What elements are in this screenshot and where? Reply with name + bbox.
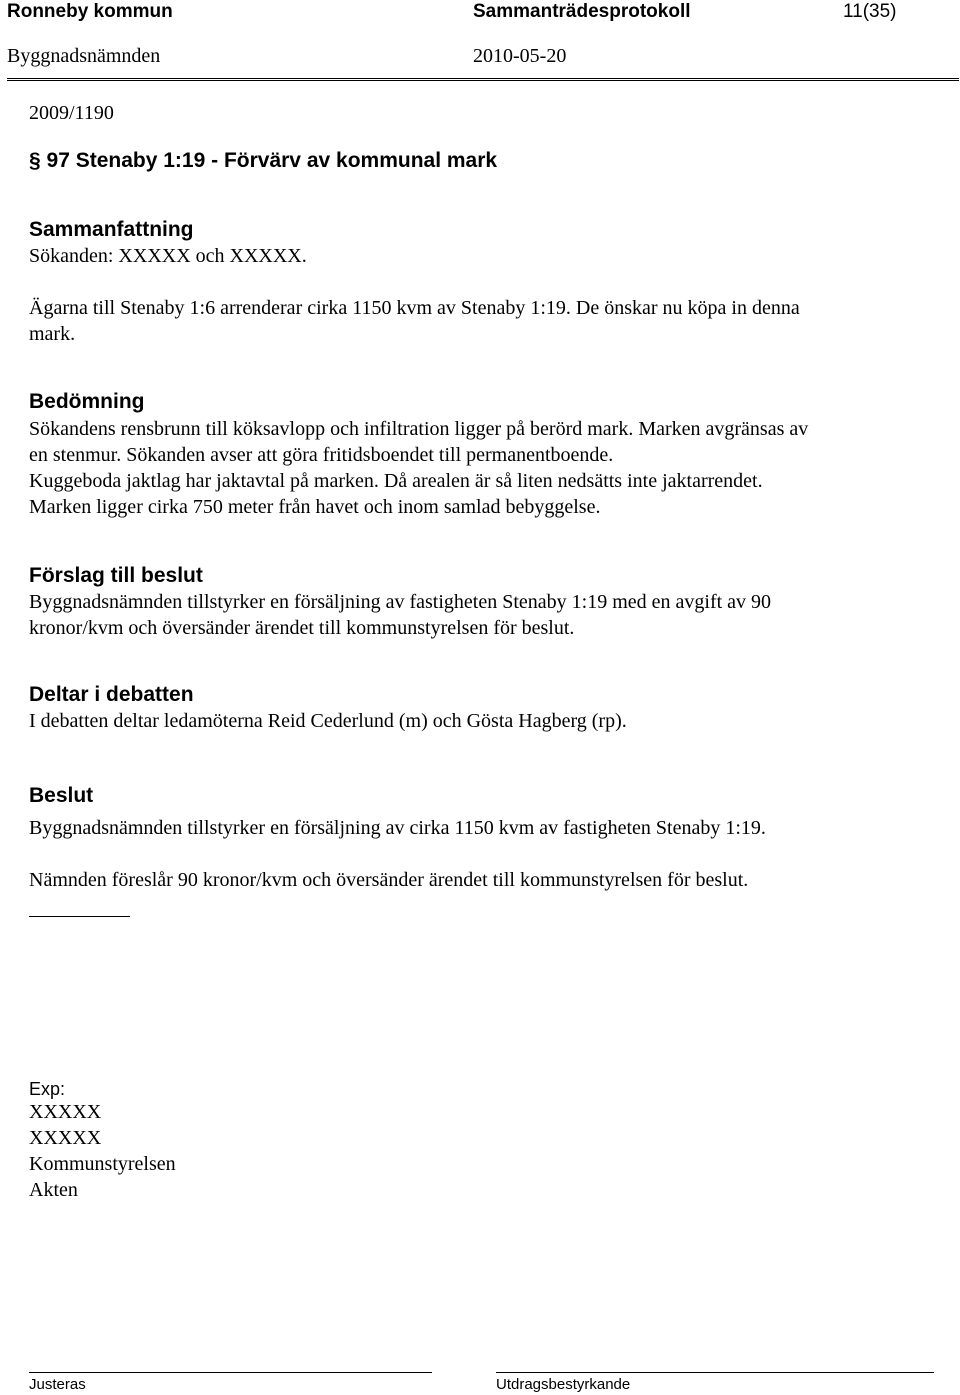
distribution-list	[29, 1099, 176, 1203]
footer-rule-right	[496, 1372, 934, 1373]
section-symbol: §	[29, 149, 41, 172]
footer-justeras: Justeras	[29, 1376, 86, 1393]
decision-paragraph-1: Byggnadsnämnden tillstyrker en försäljning av cirka 1150 kvm av fastigheten Stenaby 1:19.	[29, 817, 766, 839]
proposal-line: Byggnadsnämnden tillstyrker en försäljning av fastigheten Stenaby 1:19 med en avgift av 90	[29, 591, 772, 613]
meeting-date: 2010-05-20	[473, 45, 567, 67]
debate-line: I debatten deltar ledamöterna Reid Cederlund (m) och Gösta Hagberg (rp).	[29, 710, 627, 732]
distribution-label: Exp:	[29, 1079, 66, 1099]
proposal-paragraph	[29, 589, 771, 641]
assessment-paragraph	[29, 416, 808, 520]
diary-number: 2009/1190	[29, 102, 114, 124]
assessment-line: Marken ligger cirka 750 meter från havet och inom samlad bebyggelse.	[29, 496, 601, 518]
footer-utdragsbestyrkande: Utdragsbestyrkande	[496, 1376, 631, 1393]
summary-paragraph	[29, 295, 800, 347]
board-name: Byggnadsnämnden	[7, 45, 161, 67]
proposal-line: kronor/kvm och översänder ärendet till kommunstyrelsen för beslut.	[29, 617, 575, 639]
distribution-recipient: Akten	[29, 1179, 78, 1201]
distribution-recipient: XXXXX	[29, 1101, 102, 1123]
document-type: Sammanträdesprotokoll	[473, 1, 691, 22]
distribution-recipient: XXXXX	[29, 1127, 102, 1149]
debate-paragraph	[29, 708, 627, 734]
summary-heading: Sammanfattning	[29, 218, 194, 241]
assessment-line: en stenmur. Sökanden avser att göra fritidsboendet till permanentboende.	[29, 444, 614, 466]
footer-rule-left	[29, 1372, 432, 1373]
section-title-text: 97 Stenaby 1:19 - Förvärv av kommunal mark	[46, 149, 498, 172]
decision-paragraph-2: Nämnden föreslår 90 kronor/kvm och översänder ärendet till kommunstyrelsen för beslut.	[29, 869, 749, 891]
page-number: 11(35)	[843, 1, 897, 22]
proposal-heading: Förslag till beslut	[29, 564, 203, 587]
decision-end-rule	[29, 916, 130, 917]
organization-name: Ronneby kommun	[7, 1, 173, 22]
assessment-line: Sökandens rensbrunn till köksavlopp och infiltration ligger på berörd mark. Marken avgränsas av	[29, 418, 809, 440]
applicant-line: Sökanden: XXXXX och XXXXX.	[29, 245, 307, 267]
assessment-heading: Bedömning	[29, 390, 145, 413]
header-rule	[7, 78, 959, 81]
section-title	[29, 148, 497, 174]
distribution-recipient: Kommunstyrelsen	[29, 1153, 176, 1175]
decision-heading: Beslut	[29, 784, 94, 807]
assessment-line: Kuggeboda jaktlag har jaktavtal på marken. Då arealen är så liten nedsätts inte jaktarrendet.	[29, 470, 763, 492]
summary-line: mark.	[29, 323, 76, 345]
summary-line: Ägarna till Stenaby 1:6 arrenderar cirka 1150 kvm av Stenaby 1:19. De önskar nu köpa in denna	[29, 297, 800, 319]
debate-heading: Deltar i debatten	[29, 683, 194, 706]
